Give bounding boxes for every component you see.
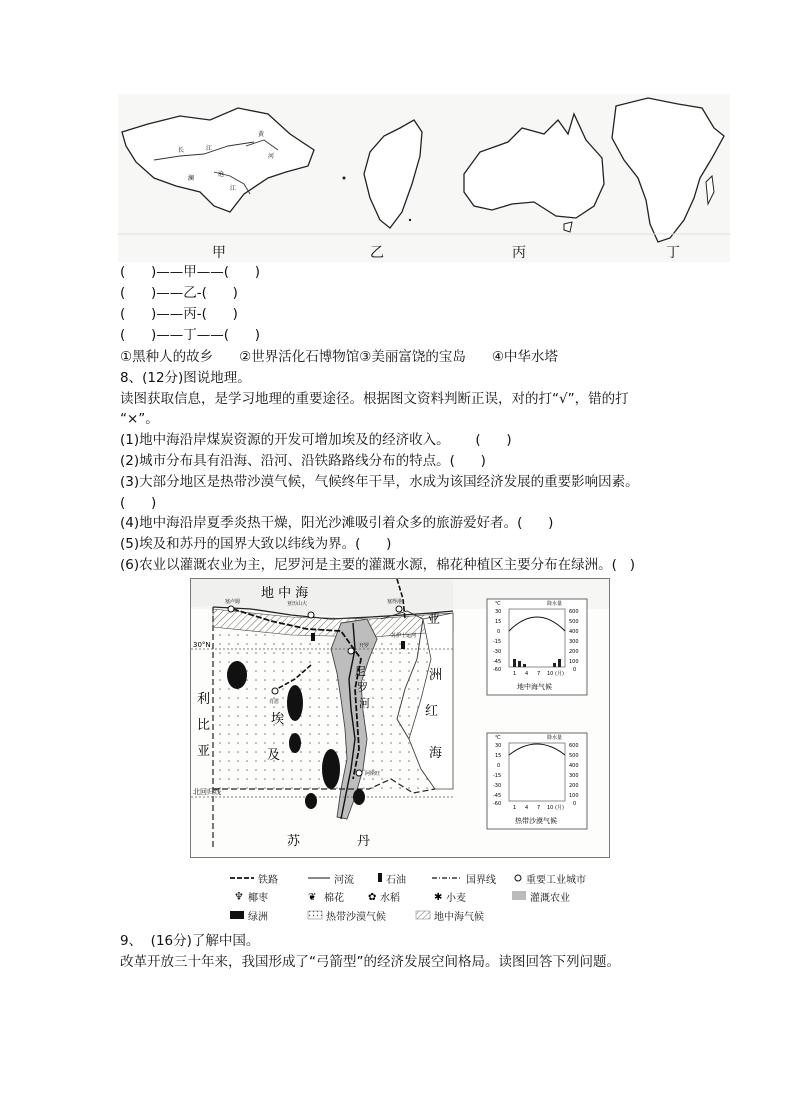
- jia-river-5: 澜: [188, 175, 195, 182]
- legend-border: 国界线: [466, 875, 496, 886]
- label-nile-3: 河: [359, 697, 370, 710]
- label-port-said: 塞得港: [387, 599, 403, 605]
- q8-item-5: (5)埃及和苏丹的国界大致以纬线为界。( ): [120, 536, 392, 552]
- label-30n: 30°N: [193, 641, 211, 649]
- label-alexandria: 亚历山大: [287, 601, 308, 607]
- svg-text:✱: ✱: [434, 892, 443, 903]
- label-sudan-2: 丹: [357, 834, 371, 849]
- climate-chart-desert: [487, 733, 587, 829]
- svg-text:4: 4: [525, 671, 529, 677]
- label-egypt-1: 埃: [271, 712, 285, 727]
- svg-text:7: 7: [537, 805, 541, 811]
- oasis-6: [353, 789, 365, 805]
- svg-text:600: 600: [569, 609, 579, 615]
- label-libya-1: 利: [197, 692, 211, 707]
- oasis-1: [227, 661, 247, 689]
- label-libya-3: 亚: [197, 744, 211, 759]
- svg-text:15: 15: [495, 619, 502, 625]
- label-luxor: 肖恩: [269, 699, 280, 705]
- svg-text:0: 0: [497, 763, 501, 769]
- city-port-said: [396, 606, 402, 612]
- q8-item-1: (1)地中海沿岸煤炭资源的开发可增加埃及的经济收入。 ( ): [120, 432, 512, 448]
- oasis-2: [287, 685, 303, 721]
- label-zhou: 洲: [429, 668, 443, 683]
- four-region-outlines: [118, 94, 730, 262]
- svg-text:0: 0: [497, 629, 501, 635]
- svg-text:0: 0: [573, 801, 577, 807]
- svg-text:地中海气候: 地中海气候: [517, 683, 552, 691]
- label-matruh: 塞卢姆: [225, 599, 241, 605]
- legend-wheat: 小麦: [446, 893, 466, 904]
- svg-text:-60: -60: [493, 801, 502, 807]
- svg-text:0: 0: [573, 667, 577, 673]
- svg-text:300: 300: [569, 773, 579, 779]
- jia-river-7: 江: [230, 185, 237, 192]
- label-cairo: 开罗: [359, 643, 370, 649]
- oasis-4: [322, 749, 340, 789]
- svg-text:100: 100: [569, 793, 579, 799]
- label-red-sea-2: 海: [429, 746, 443, 761]
- label-ding: 丁: [666, 245, 680, 261]
- q8-intro-1: 读图获取信息，是学习地理的重要途径。根据图文资料判断正误，对的打“√”，错的打: [120, 391, 629, 407]
- city-west: [228, 606, 234, 612]
- egypt-map: [191, 579, 609, 857]
- legend-mediterranean-climate: 地中海气候: [434, 912, 484, 923]
- svg-text:-45: -45: [493, 793, 502, 799]
- label-yi: 乙: [370, 245, 384, 261]
- svg-text:♆: ♆: [234, 890, 244, 903]
- legend-oasis: 绿洲: [248, 912, 268, 923]
- jia-river-6: 沧: [218, 171, 225, 178]
- svg-text:500: 500: [569, 619, 579, 625]
- oasis-3: [289, 733, 301, 753]
- option-2: ②世界活化石博物馆: [239, 349, 360, 365]
- svg-text:❦: ❦: [308, 892, 317, 903]
- city-alexandria: [308, 612, 314, 618]
- legend-irrigation: 灌溉农业: [530, 893, 570, 904]
- svg-text:℃: ℃: [495, 735, 501, 741]
- svg-text:10: 10: [547, 805, 554, 811]
- svg-text:✿: ✿: [368, 892, 377, 903]
- label-red-sea-1: 红: [425, 704, 439, 719]
- svg-text:400: 400: [569, 629, 579, 635]
- legend-date-palm: 椰枣: [248, 893, 268, 904]
- egypt-map-figure: [190, 578, 610, 858]
- svg-text:(月): (月): [555, 671, 564, 677]
- legend-rice: 水稻: [380, 893, 400, 904]
- label-libya-2: 比: [197, 718, 211, 733]
- svg-text:200: 200: [569, 783, 579, 789]
- jia-river-1: 长: [178, 147, 185, 154]
- svg-text:降水量: 降水量: [547, 601, 563, 607]
- svg-text:-30: -30: [493, 783, 502, 789]
- matching-row-yi: ( )——乙-( ): [120, 285, 238, 301]
- matching-row-ding: ( )——丁——( ): [120, 327, 261, 343]
- legend-river: 河流: [334, 875, 354, 886]
- q8-item-3: (3)大部分地区是热带沙漠气候，气候终年干旱，水成为该国经济发展的重要影响因素。: [120, 474, 639, 490]
- matching-row-bing: ( )——丙-( ): [120, 306, 238, 322]
- legend-cotton: 棉花: [324, 893, 344, 904]
- q8-heading: 8、(12分)图说地理。: [120, 370, 251, 386]
- oasis-5: [305, 793, 317, 809]
- label-suez: 苏伊士运河: [391, 633, 417, 639]
- svg-text:-30: -30: [493, 649, 502, 655]
- svg-text:200: 200: [569, 649, 579, 655]
- svg-text:30: 30: [495, 743, 502, 749]
- q9-heading: 9、 (16分)了解中国。: [120, 933, 260, 949]
- climate-chart-mediterranean: [487, 599, 587, 695]
- map-legend: [228, 870, 598, 922]
- svg-text:10: 10: [547, 671, 554, 677]
- label-tropic: 北回归线: [193, 788, 221, 796]
- svg-text:1: 1: [513, 805, 517, 811]
- option-3: ③美丽富饶的宝岛: [359, 349, 466, 365]
- q8-item-4: (4)地中海沿岸夏季炎热干燥，阳光沙滩吸引着众多的旅游爱好者。( ): [120, 515, 554, 531]
- city-oasis: [272, 688, 278, 694]
- option-1: ①黑种人的故乡: [120, 349, 214, 365]
- svg-text:500: 500: [569, 753, 579, 759]
- q8-item-3-blank: ( ): [120, 495, 157, 511]
- legend-desert-climate: 热带沙漠气候: [326, 912, 386, 923]
- svg-text:-15: -15: [493, 773, 502, 779]
- svg-text:(月): (月): [555, 805, 564, 811]
- svg-text:100: 100: [569, 659, 579, 665]
- q9-body: 改革开放三十年来，我国形成了“弓箭型”的经济发展空间格局。读图回答下列问题。: [120, 954, 620, 970]
- svg-text:400: 400: [569, 763, 579, 769]
- label-aswan: 阿斯旺: [365, 771, 381, 777]
- svg-text:热带沙漠气候: 热带沙漠气候: [515, 817, 557, 825]
- label-nile-1: 尼: [355, 665, 366, 678]
- svg-text:15: 15: [495, 753, 502, 759]
- label-bing: 丙: [512, 245, 526, 261]
- label-sudan-1: 苏: [287, 834, 301, 849]
- jia-river-2: 江: [206, 145, 213, 152]
- matching-options: [120, 348, 558, 366]
- label-nile-2: 罗: [357, 681, 368, 694]
- q8-item-6: (6)农业以灌溉农业为主，尼罗河是主要的灌溉水源，棉花种植区主要分布在绿洲。( ): [120, 557, 636, 573]
- svg-text:-45: -45: [493, 659, 502, 665]
- city-aswan: [356, 770, 362, 776]
- q8-item-2: (2)城市分布具有沿海、沿河、沿铁路路线分布的特点。( ): [120, 453, 486, 469]
- matching-row-jia: ( )——甲——( ): [120, 264, 261, 280]
- svg-text:300: 300: [569, 639, 579, 645]
- label-egypt-2: 及: [267, 748, 281, 763]
- svg-text:7: 7: [537, 671, 541, 677]
- svg-text:-15: -15: [493, 639, 502, 645]
- svg-text:℃: ℃: [495, 601, 501, 607]
- label-asia: 亚: [427, 612, 441, 627]
- legend-oil: 石油: [386, 875, 406, 886]
- label-jia: 甲: [212, 245, 226, 261]
- svg-text:4: 4: [525, 805, 529, 811]
- top-map-strip: [118, 94, 730, 262]
- svg-text:-60: -60: [493, 667, 502, 673]
- city-cairo: [348, 648, 354, 654]
- svg-text:降水量: 降水量: [547, 735, 563, 741]
- label-sea: 地 中 海: [261, 586, 309, 601]
- q8-intro-2: “×”。: [120, 411, 159, 427]
- jia-river-3: 黄: [258, 131, 265, 138]
- legend-industrial-city: 重要工业城市: [526, 875, 586, 886]
- svg-text:600: 600: [569, 743, 579, 749]
- jia-river-4: 河: [268, 153, 275, 160]
- legend-railway: 铁路: [258, 875, 278, 886]
- option-4: ④中华水塔: [491, 349, 558, 365]
- svg-text:30: 30: [495, 609, 502, 615]
- svg-text:1: 1: [513, 671, 517, 677]
